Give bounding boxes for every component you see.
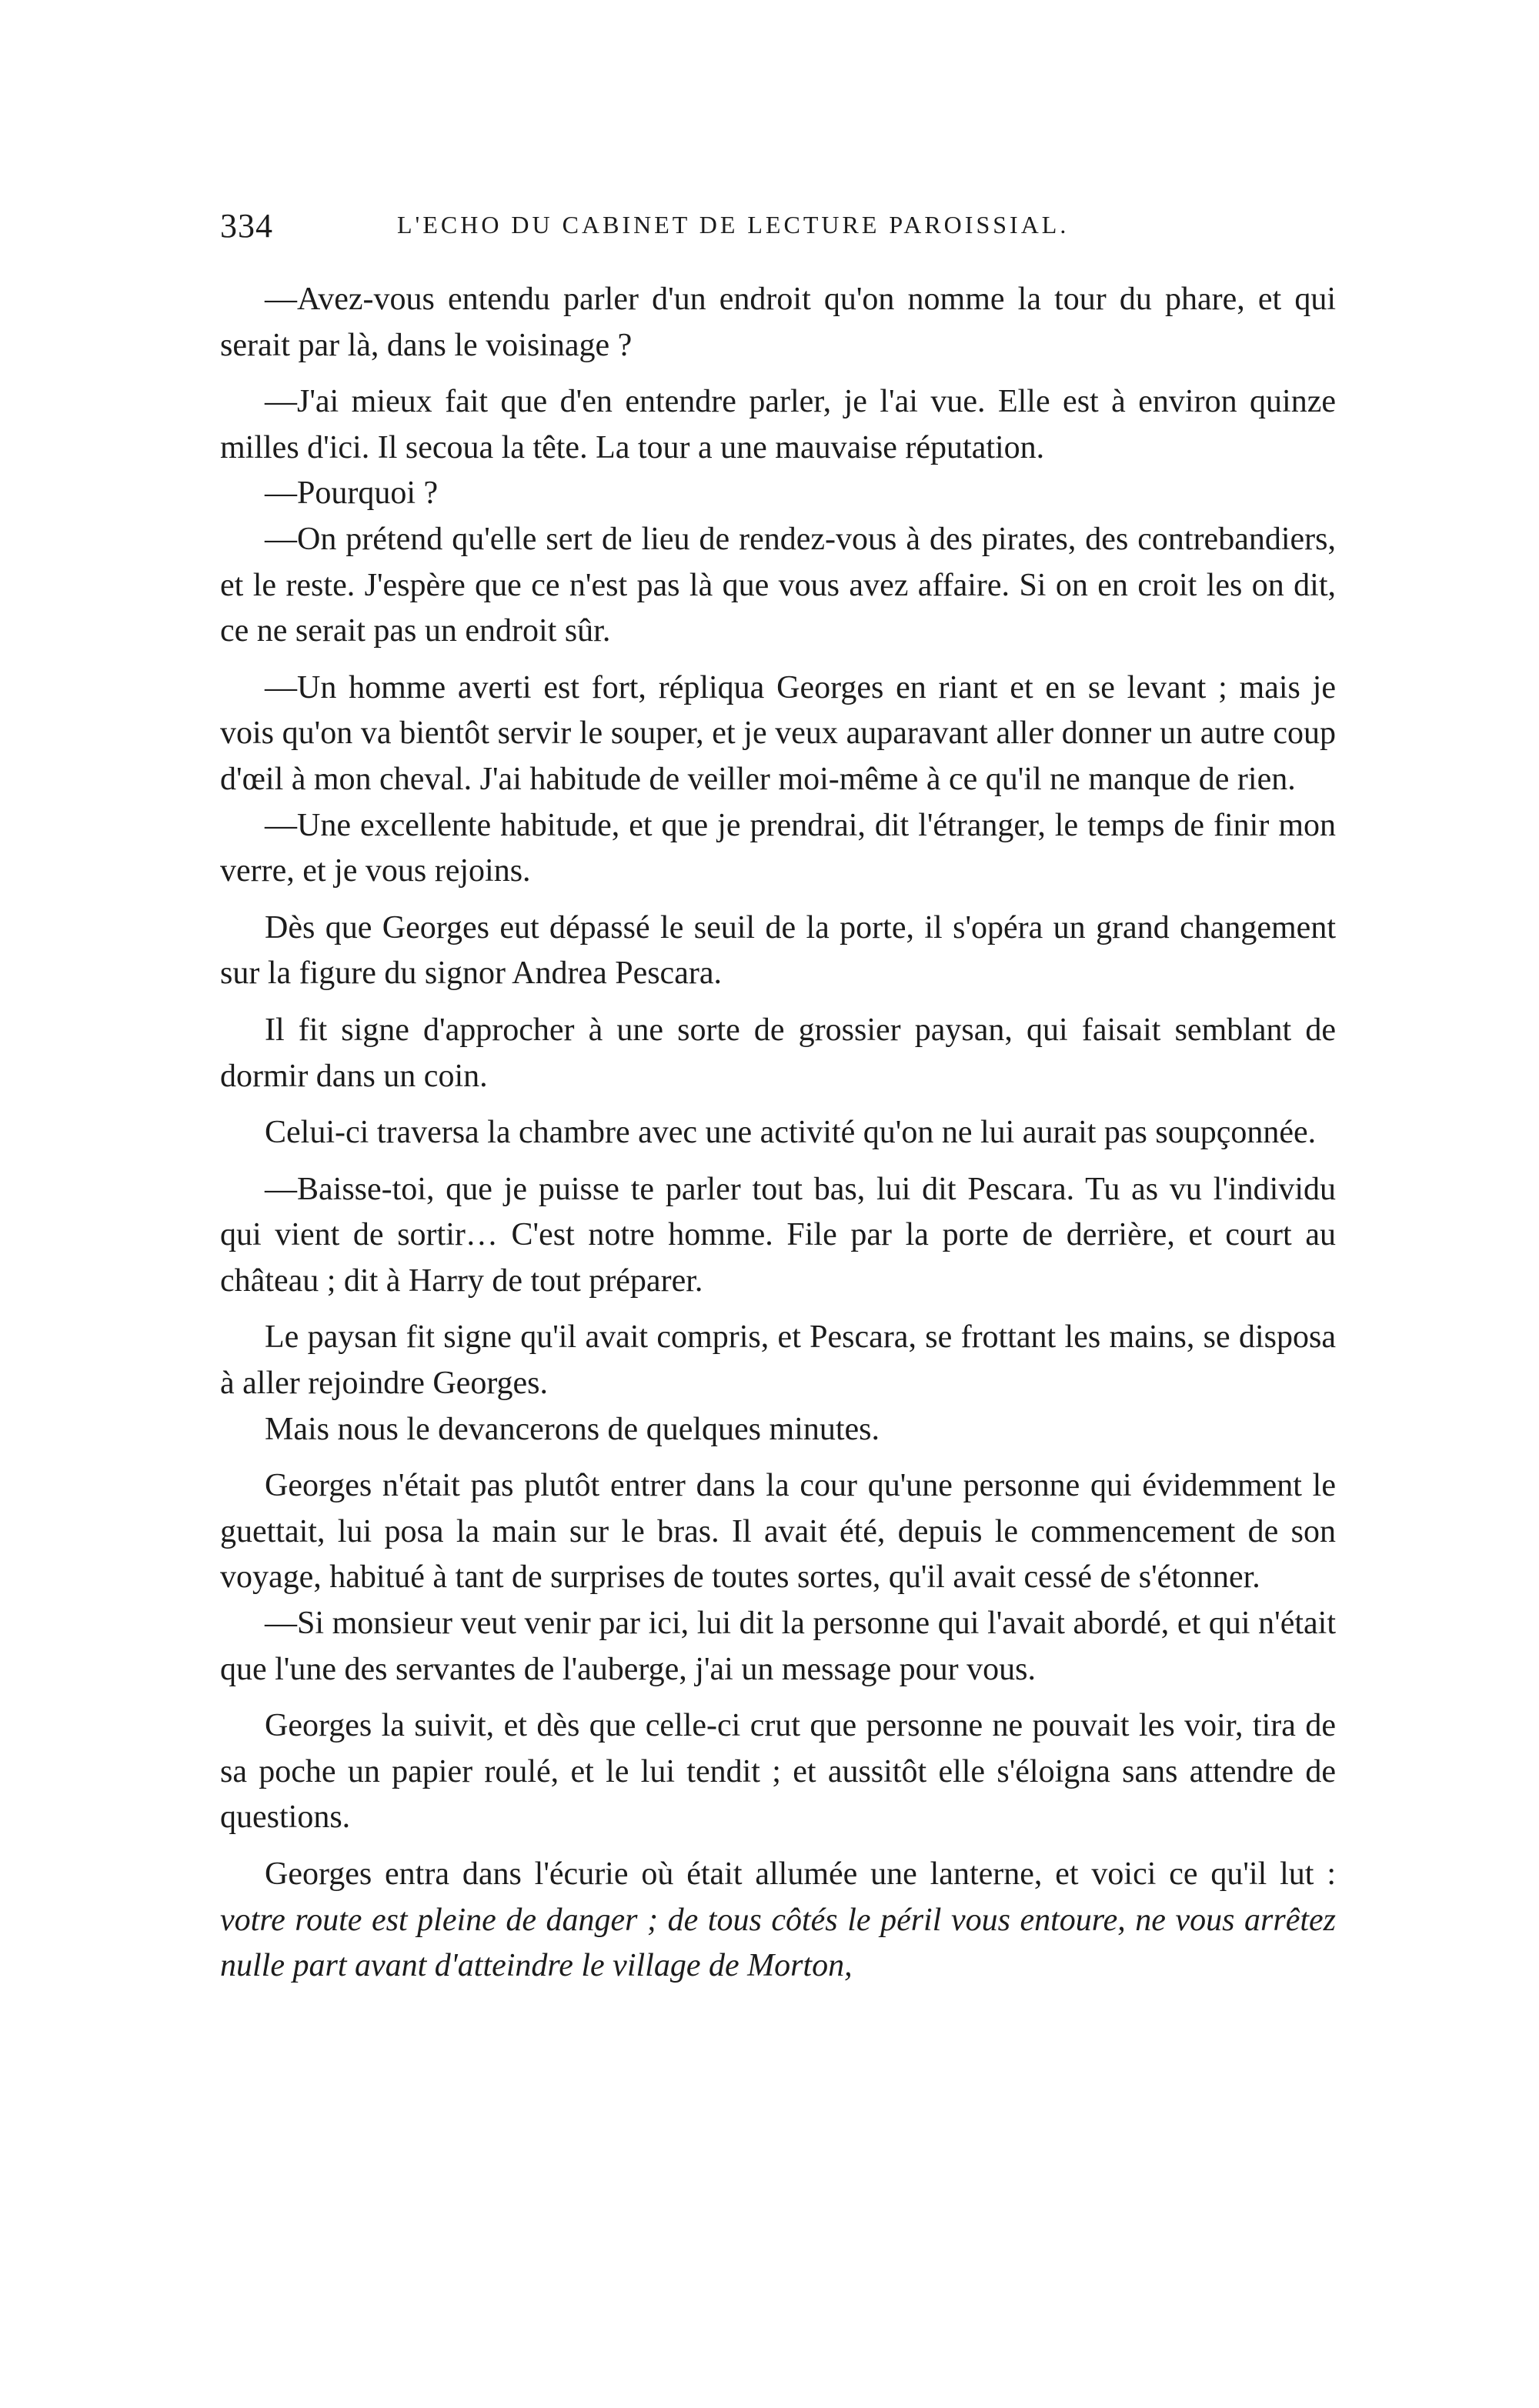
paragraph: Il fit signe d'approcher à une sorte de grossier paysan, qui faisait semblant de dormir dans un coin. xyxy=(220,1012,1336,1094)
paragraph: Celui-ci traversa la chambre avec une activité qu'on ne lui aurait pas soupçonnée. xyxy=(265,1115,1317,1151)
paragraph: —J'ai mieux fait que d'en entendre parler, je l'ai vue. Elle est à environ quinze milles d'ici. Il secoua la tête. La tour a une mauvaise réputation. xyxy=(220,384,1336,465)
paragraph: —Une excellente habitude, et que je prendrai, dit l'étranger, le temps de finir mon verre, et je vous rejoins. xyxy=(220,807,1336,889)
paragraph: —Si monsieur veut venir par ici, lui dit la personne qui l'avait abordé, et qui n'était que l'une des servantes de l'auberge, j'ai un message pour vous. xyxy=(220,1606,1336,1687)
paragraph: —Baisse-toi, que je puisse te parler tout bas, lui dit Pescara. Tu as vu l'individu qui vient de sortir… C'est notre homme. File par la porte de derrière, et court au château ; dit à Harry de tout préparer. xyxy=(220,1171,1336,1299)
paragraph: Dès que Georges eut dépassé le seuil de la porte, il s'opéra un grand changement sur la figure du signor Andrea Pescara. xyxy=(220,909,1336,992)
paragraph-text: Georges entra dans l'écurie où était allumée une lanterne, et voici ce qu'il lut : xyxy=(265,1856,1336,1892)
paragraph: —On prétend qu'elle sert de lieu de rendez-vous à des pirates, des contrebandiers, et le reste. J'espère que ce n'est pas là que vous avez affaire. Si on en croit les on dit, ce ne serait pas un endroit sûr. xyxy=(220,521,1336,649)
body-text xyxy=(220,277,1336,1989)
paragraph: Le paysan fit signe qu'il avait compris, et Pescara, se frottant les mains, se disposa à aller rejoindre Georges. xyxy=(220,1319,1336,1402)
italic-message: votre route est pleine de danger ; de tous côtés le péril vous entoure, ne vous arrêtez nulle part avant d'atteindre le village de Morton, xyxy=(220,1902,1336,1984)
paragraph: —Avez-vous entendu parler d'un endroit qu'on nomme la tour du phare, et qui serait par là, dans le voisinage ? xyxy=(220,282,1336,363)
paragraph: —Pourquoi ? xyxy=(265,475,439,512)
paragraph: Georges la suivit, et dès que celle-ci crut que personne ne pouvait les voir, tira de sa poche un papier roulé, et le lui tendit ; et aussitôt elle s'éloigna sans attendre de questions. xyxy=(220,1708,1336,1836)
page-number: 334 xyxy=(220,207,273,245)
running-title: L'ECHO DU CABINET DE LECTURE PAROISSIAL. xyxy=(397,211,1070,238)
paragraph: Georges n'était pas plutôt entrer dans la cour qu'une personne qui évidemment le guettait, lui posa la main sur le bras. Il avait été, depuis le commencement de son voyage, habitué à tant de surprises de toutes sortes, qu'il avait cessé de s'étonner. xyxy=(220,1468,1336,1596)
page-header xyxy=(220,206,1344,252)
paragraph-last xyxy=(220,1852,1336,1989)
paragraph: —Un homme averti est fort, répliqua Georges en riant et en se levant ; mais je vois qu'on va bientôt servir le souper, et je veux auparavant aller donner un autre coup d'œil à mon cheval. J'ai habitude de veiller moi-même à ce qu'il ne manque de rien. xyxy=(220,669,1336,797)
paragraph: Mais nous le devancerons de quelques minutes. xyxy=(265,1411,880,1447)
